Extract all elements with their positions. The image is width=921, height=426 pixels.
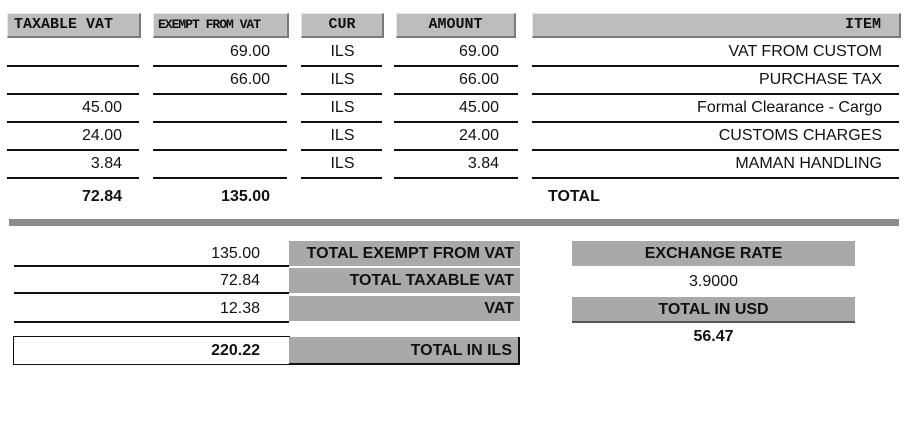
header-item: ITEM [532,13,901,38]
row-item-cell: CUSTOMS CHARGES [718,127,882,144]
row-exempt-cell [155,125,270,147]
row-taxable-cell: 45.00 [81,99,122,116]
exchange-rate-label: EXCHANGE RATE [572,241,855,266]
row-divider [532,121,899,123]
row-item-cell: PURCHASE TAX [759,71,882,88]
header-cur: CUR [301,13,384,38]
exchange-divider [572,321,855,323]
row-divider [7,149,139,151]
grand-total-value: 220.22 [211,342,260,359]
row-divider [532,93,899,95]
row-divider [7,177,139,179]
row-divider [153,93,287,95]
row-divider [394,65,518,67]
row-exempt-cell [155,153,270,175]
row-divider [301,177,382,179]
row-amount-cell: 66.00 [458,71,499,88]
total-label: TOTAL [548,188,600,205]
row-cur-cell: ILS [330,155,355,172]
summary-divider [14,321,289,323]
row-divider [394,121,518,123]
row-amount-cell: 24.00 [458,127,499,144]
summary-taxable-value: 72.84 [219,272,260,289]
row-exempt-cell: 69.00 [229,43,270,60]
row-cur-cell: ILS [330,99,355,116]
row-divider [301,93,382,95]
header-taxable-vat: TAXABLE VAT [7,13,141,38]
row-exempt-cell [155,97,270,119]
row-divider [153,149,287,151]
row-divider [153,121,287,123]
row-taxable-cell [7,69,122,91]
row-amount-cell: 45.00 [458,99,499,116]
row-taxable-cell [7,41,122,63]
row-divider [394,177,518,179]
total-exempt-value: 135.00 [221,188,270,205]
row-divider [7,121,139,123]
row-amount-cell: 69.00 [458,43,499,60]
section-divider [9,219,899,226]
row-item-cell: MAMAN HANDLING [735,155,882,172]
summary-exempt-value: 135.00 [211,245,260,262]
row-divider [532,149,899,151]
row-amount-cell: 3.84 [467,155,499,172]
row-item-cell: Formal Clearance - Cargo [697,99,882,116]
summary-vat-label: VAT [289,296,520,321]
summary-vat-value: 12.38 [219,300,260,317]
header-amount: AMOUNT [396,13,516,38]
summary-divider [14,292,289,294]
total-taxable-value: 72.84 [81,188,122,205]
row-divider [532,177,899,179]
summary-exempt-label: TOTAL EXEMPT FROM VAT [289,241,520,266]
row-divider [394,93,518,95]
row-divider [394,149,518,151]
exchange-rate-value: 3.9000 [689,273,738,290]
row-divider [301,121,382,123]
row-divider [7,93,139,95]
row-divider [532,65,899,67]
header-exempt-from-vat: EXEMPT FROM VAT [153,13,289,38]
row-divider [301,149,382,151]
row-divider [301,65,382,67]
row-divider [7,65,139,67]
total-usd-value: 56.47 [693,328,734,345]
row-exempt-cell: 66.00 [229,71,270,88]
row-taxable-cell: 24.00 [81,127,122,144]
summary-divider [14,265,289,267]
row-taxable-cell: 3.84 [90,155,122,172]
row-item-cell: VAT FROM CUSTOM [728,43,882,60]
row-cur-cell: ILS [330,71,355,88]
summary-taxable-label: TOTAL TAXABLE VAT [289,268,520,293]
row-cur-cell: ILS [330,127,355,144]
grand-total-label: TOTAL IN ILS [289,337,520,365]
row-cur-cell: ILS [330,43,355,60]
row-divider [153,177,287,179]
total-usd-label: TOTAL IN USD [572,297,855,322]
row-divider [153,65,287,67]
